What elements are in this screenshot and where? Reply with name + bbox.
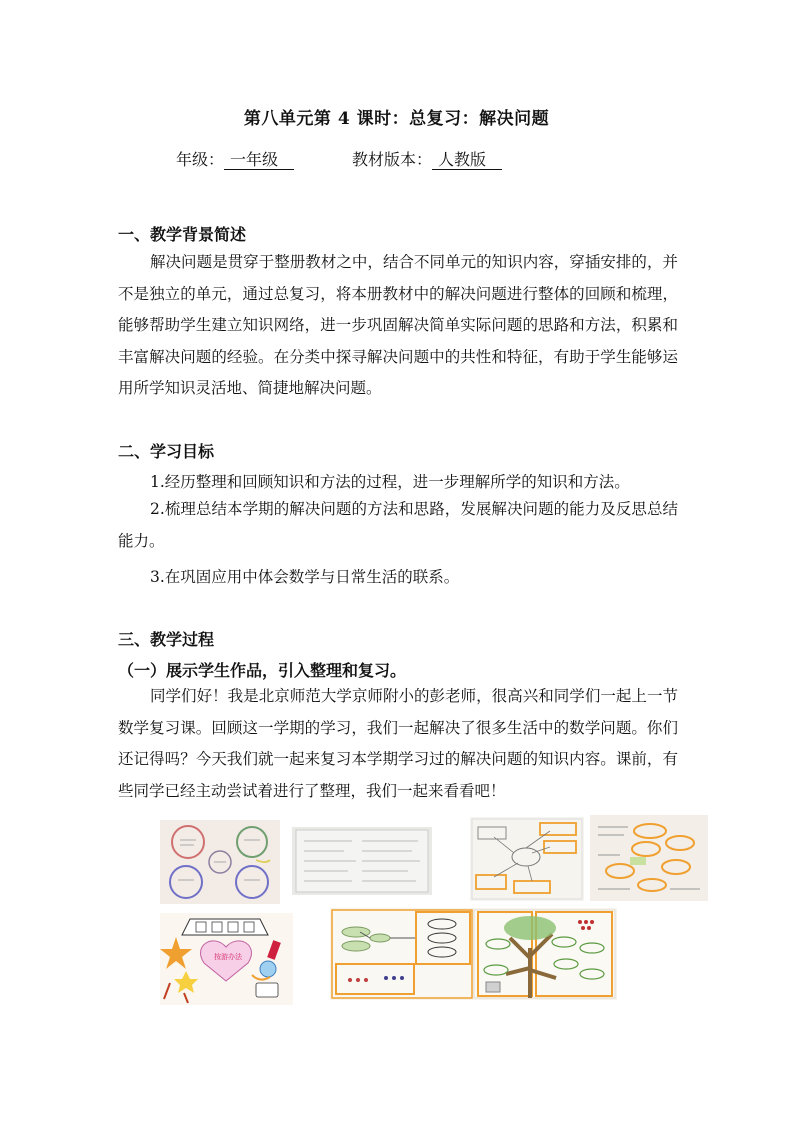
goal-item-3: 3.在巩固应用中体会数学与日常生活的联系。 — [150, 568, 460, 586]
background-paragraph: 解决问题是贯穿于整册教材之中，结合不同单元的知识内容，穿插安排的，并不是独立的单元，通过总复习，将本册教材中的解决问题进行整体的回顾和梳理，能够帮助学生建立知识网络，进一步巩固解决简单实际问题的思路和方法，积累和丰富解决问题的经验。在分类中探寻解决问题中的共性和特征，有助于学生能够运用所学知识灵活地、简捷地解决问题。 — [118, 253, 678, 397]
edition-value: 人教版 — [432, 151, 502, 170]
student-work-photo-6 — [330, 908, 617, 1000]
grade-label: 年级： — [176, 150, 225, 169]
grade-value: 一年级 — [224, 151, 294, 170]
edition-label: 教材版本： — [352, 150, 433, 169]
process-paragraph: 同学们好！我是北京师范大学京师附小的彭老师，很高兴和同学们一起上一节数学复习课。回顾这一学期的学习，我们一起解决了很多生活中的数学问题。你们还记得吗？今天我们就一起来复习本学期学习过的解决问题的知识内容。课前，有些同学已经主动尝试着进行了整理，我们一起来看看吧！ — [118, 687, 678, 800]
student-work-photo-1 — [160, 820, 280, 904]
student-work-photo-3 — [470, 817, 584, 901]
goal-item-2: 2.梳理总结本学期的解决问题的方法和思路，发展解决问题的能力及反思总结能力。 — [118, 500, 678, 550]
student-work-photo-5 — [160, 913, 293, 1005]
goal-item-1: 1.经历整理和回顾知识和方法的过程，进一步理解所学的知识和方法。 — [150, 473, 630, 491]
student-work-photo-2 — [292, 827, 432, 895]
student-work-photo-4 — [590, 815, 708, 901]
section-heading-process: 三、教学过程 — [118, 630, 215, 649]
subsection-heading-1: （一）展示学生作品，引入整理和复习。 — [118, 661, 407, 680]
photo5-caption: 按游办法 — [214, 954, 242, 961]
section-heading-background: 一、教学背景简述 — [118, 225, 247, 244]
section-heading-goals: 二、学习目标 — [118, 442, 215, 461]
document-title: 第八单元第 4 课时：总复习：解决问题 — [243, 109, 550, 129]
document-meta — [176, 147, 502, 170]
